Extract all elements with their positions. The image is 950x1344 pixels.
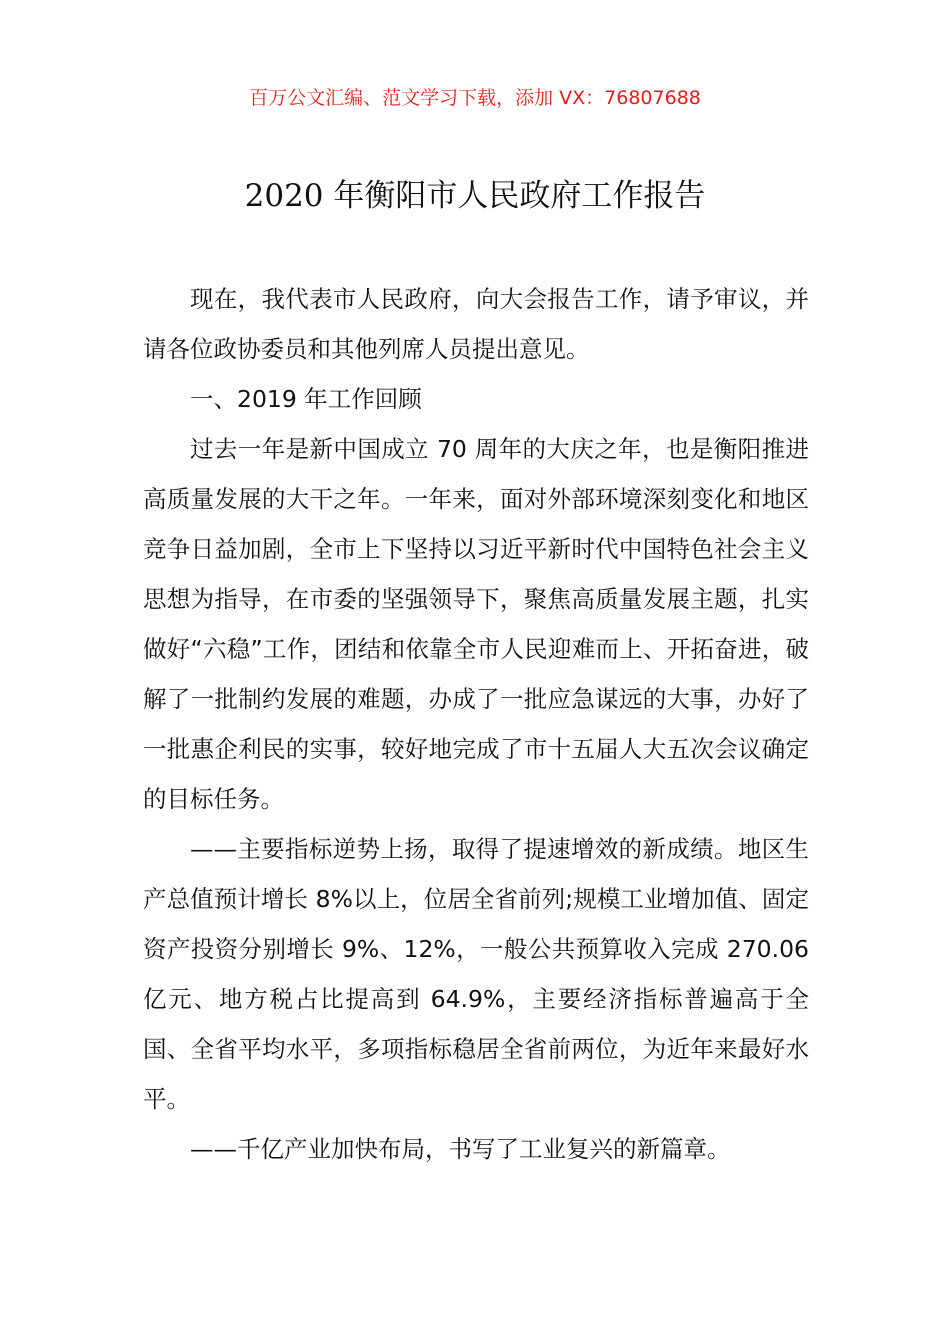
paragraph-opening: 现在，我代表市人民政府，向大会报告工作，请予审议，并请各位政协委员和其他列席人员提出意见。	[143, 285, 809, 363]
document-body	[143, 274, 809, 1174]
document-title: 2020 年衡阳市人民政府工作报告	[244, 178, 706, 214]
paragraph-review: 过去一年是新中国成立 70 周年的大庆之年，也是衡阳推进高质量发展的大干之年。一年来，面对外部环境深刻变化和地区竞争日益加剧，全市上下坚持以习近平新时代中国特色社会主义思想为指导，在市委的坚强领导下，聚焦高质量发展主题，扎实做好“六稳”工作，团结和依靠全市人民迎难而上、开拓奋进，破解了一批制约发展的难题，办成了一批应急谋远的大事，办好了一批惠企利民的实事，较好地完成了市十五届人大五次会议确定的目标任务。	[143, 435, 809, 813]
download-promo-note: 百万公文汇编、范文学习下载，添加 VX：76807688	[249, 87, 701, 109]
paragraph-industry: ——千亿产业加快布局，书写了工业复兴的新篇章。	[190, 1135, 731, 1163]
paragraph-indicators: ——主要指标逆势上扬，取得了提速增效的新成绩。地区生产总值预计增长 8%以上，位居全省前列;规模工业增加值、固定资产投资分别增长 9%、12%，一般公共预算收入完成 270.06 亿元、地方税占比提高到 64.9%，主要经济指标普遍高于全国、全省平均水平，多项指标稳居全省前两位，为近年来最好水平。	[143, 835, 809, 1113]
section-heading: 一、2019 年工作回顾	[190, 385, 422, 413]
